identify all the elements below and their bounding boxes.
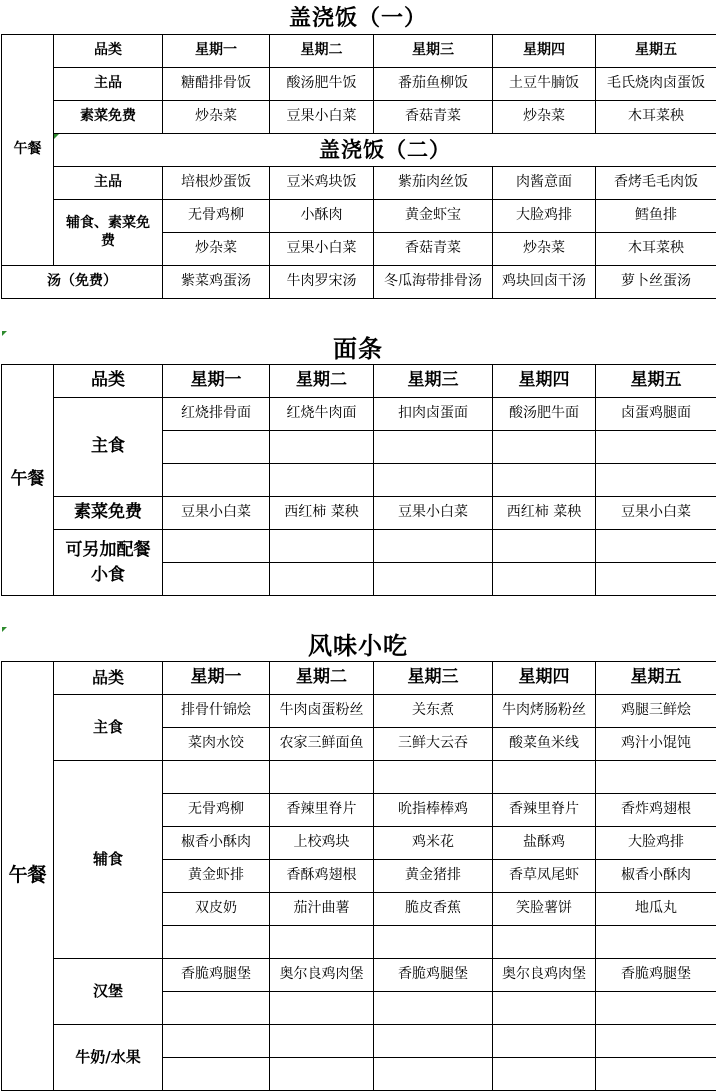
menu-cell: 牛肉烤肠粉丝: [493, 695, 596, 728]
category-header: 品类: [54, 365, 163, 398]
empty-cell: [374, 530, 493, 563]
menu-cell: 鸡汁小馄饨: [596, 728, 716, 761]
empty-cell: [163, 1058, 270, 1091]
empty-cell: [163, 431, 270, 464]
menu-cell: 香草凤尾虾: [493, 860, 596, 893]
row-label-main: 主品: [54, 167, 163, 200]
day-header-mon: 星期一: [163, 365, 270, 398]
menu-cell: 关东煮: [374, 695, 493, 728]
menu-cell: 西红柿 菜秧: [270, 497, 374, 530]
menu-cell: 炒杂菜: [163, 101, 270, 134]
menu-cell: 土豆牛腩饭: [493, 68, 596, 101]
empty-cell: [493, 431, 596, 464]
day-header-thu: 星期四: [493, 365, 596, 398]
menu-cell: 卤蛋鸡腿面: [596, 398, 716, 431]
empty-cell: [374, 431, 493, 464]
menu-cell: 木耳菜秧: [596, 101, 716, 134]
empty-cell: [596, 992, 716, 1025]
menu-cell: 双皮奶: [163, 893, 270, 926]
menu-cell: 鸡腿三鲜烩: [596, 695, 716, 728]
empty-cell: [374, 1058, 493, 1091]
noodles-menu-table: [1, 364, 716, 596]
menu-cell: 鸡米花: [374, 827, 493, 860]
menu-cell: 木耳菜秧: [596, 233, 716, 266]
empty-cell: [596, 563, 716, 596]
menu-cell: 香烤毛毛肉饭: [596, 167, 716, 200]
day-header-wed: 星期三: [374, 365, 493, 398]
day-header-tue: 星期二: [270, 662, 374, 695]
menu-cell: 香菇青菜: [374, 233, 493, 266]
menu-cell: 无骨鸡柳: [163, 794, 270, 827]
day-header-thu: 星期四: [493, 35, 596, 68]
day-header-thu: 星期四: [493, 662, 596, 695]
menu-cell: 豆果小白菜: [596, 497, 716, 530]
empty-cell: [163, 563, 270, 596]
menu-cell: 红烧牛肉面: [270, 398, 374, 431]
empty-cell: [493, 992, 596, 1025]
menu-cell: 椒香小酥肉: [163, 827, 270, 860]
menu-cell: 大脸鸡排: [596, 827, 716, 860]
menu-cell: 黄金虾排: [163, 860, 270, 893]
menu-cell: 香辣里脊片: [270, 794, 374, 827]
menu-cell: 紫茄肉丝饭: [374, 167, 493, 200]
menu-cell: 炒杂菜: [163, 233, 270, 266]
empty-cell: [493, 530, 596, 563]
empty-cell: [270, 1058, 374, 1091]
empty-cell: [163, 464, 270, 497]
menu-cell: 无骨鸡柳: [163, 200, 270, 233]
day-header-tue: 星期二: [270, 35, 374, 68]
menu-cell: 吮指棒棒鸡: [374, 794, 493, 827]
menu-cell: 鳕鱼排: [596, 200, 716, 233]
menu-cell: 炒杂菜: [493, 101, 596, 134]
menu-cell: 西红柿 菜秧: [493, 497, 596, 530]
menu-cell: 香酥鸡翅根: [270, 860, 374, 893]
row-label-milk-fruit: 牛奶/水果: [54, 1025, 163, 1091]
menu-cell: 肉酱意面: [493, 167, 596, 200]
menu-cell: 香菇青菜: [374, 101, 493, 134]
menu-cell: 鸡块回卤干汤: [493, 266, 596, 299]
row-label-staple: 主食: [54, 398, 163, 497]
empty-cell: [374, 464, 493, 497]
menu-cell: 香脆鸡腿堡: [374, 959, 493, 992]
empty-cell: [163, 992, 270, 1025]
empty-cell: [596, 926, 716, 959]
empty-cell: [493, 761, 596, 794]
empty-cell: [493, 926, 596, 959]
menu-cell: 豆果小白菜: [374, 497, 493, 530]
category-header: 品类: [54, 35, 163, 68]
menu-cell: 香辣里脊片: [493, 794, 596, 827]
cell-marker: [54, 134, 59, 139]
menu-cell: 奥尔良鸡肉堡: [493, 959, 596, 992]
menu-cell: 豆米鸡块饭: [270, 167, 374, 200]
menu-cell: 培根炒蛋饭: [163, 167, 270, 200]
menu-cell: 豆果小白菜: [270, 101, 374, 134]
empty-cell: [596, 1058, 716, 1091]
menu-cell: 豆果小白菜: [270, 233, 374, 266]
empty-cell: [493, 464, 596, 497]
menu-cell: 黄金虾宝: [374, 200, 493, 233]
empty-cell: [163, 761, 270, 794]
menu-cell: 盐酥鸡: [493, 827, 596, 860]
menu-cell: 大脸鸡排: [493, 200, 596, 233]
empty-cell: [596, 464, 716, 497]
empty-cell: [270, 761, 374, 794]
day-header-mon: 星期一: [163, 35, 270, 68]
empty-cell: [163, 1025, 270, 1058]
menu-cell: 三鲜大云吞: [374, 728, 493, 761]
day-header-tue: 星期二: [270, 365, 374, 398]
menu-cell: 酸汤肥牛饭: [270, 68, 374, 101]
empty-cell: [596, 761, 716, 794]
empty-cell: [374, 761, 493, 794]
menu-cell: 牛肉卤蛋粉丝: [270, 695, 374, 728]
menu-cell: 酸汤肥牛面: [493, 398, 596, 431]
empty-cell: [163, 926, 270, 959]
menu-cell: 地瓜丸: [596, 893, 716, 926]
menu-cell: 扣肉卤蛋面: [374, 398, 493, 431]
row-label-main: 主品: [54, 68, 163, 101]
empty-cell: [596, 530, 716, 563]
menu-cell: 萝卜丝蛋汤: [596, 266, 716, 299]
empty-cell: [163, 530, 270, 563]
meal-label-lunch: 午餐: [2, 365, 54, 596]
day-header-fri: 星期五: [596, 35, 716, 68]
row-label-staple: 主食: [54, 695, 163, 761]
menu-cell: 奥尔良鸡肉堡: [270, 959, 374, 992]
menu-cell: 炒杂菜: [493, 233, 596, 266]
menu-cell: 牛肉罗宋汤: [270, 266, 374, 299]
day-header-wed: 星期三: [374, 662, 493, 695]
menu-cell: 紫菜鸡蛋汤: [163, 266, 270, 299]
menu-cell: 番茄鱼柳饭: [374, 68, 493, 101]
empty-cell: [374, 992, 493, 1025]
category-header: 品类: [54, 662, 163, 695]
menu-cell: 排骨什锦烩: [163, 695, 270, 728]
menu-cell: 椒香小酥肉: [596, 860, 716, 893]
row-label-soup: 汤（免费）: [2, 266, 163, 299]
gaijiao-menu-table: [1, 34, 716, 299]
menu-cell: 糖醋排骨饭: [163, 68, 270, 101]
empty-cell: [596, 431, 716, 464]
menu-cell: 笑脸薯饼: [493, 893, 596, 926]
empty-cell: [270, 926, 374, 959]
meal-label-lunch: 午餐: [2, 35, 54, 266]
menu-cell: 小酥肉: [270, 200, 374, 233]
empty-cell: [374, 563, 493, 596]
meal-label-lunch: 午餐: [2, 662, 54, 1091]
empty-cell: [374, 926, 493, 959]
section-title-gaijiao-2: 盖浇饭（二）: [54, 134, 716, 167]
row-label-side: 辅食: [54, 761, 163, 959]
empty-cell: [270, 1025, 374, 1058]
day-header-fri: 星期五: [596, 365, 716, 398]
section-title-noodles: 面条: [0, 334, 716, 364]
row-label-extra-snacks: 可另加配餐小食: [54, 530, 163, 596]
menu-cell: 香脆鸡腿堡: [596, 959, 716, 992]
empty-cell: [270, 563, 374, 596]
row-label-free-veg: 素菜免费: [54, 101, 163, 134]
menu-cell: 香炸鸡翅根: [596, 794, 716, 827]
menu-cell: 脆皮香蕉: [374, 893, 493, 926]
menu-cell: 香脆鸡腿堡: [163, 959, 270, 992]
empty-cell: [270, 530, 374, 563]
empty-cell: [493, 1058, 596, 1091]
section-title-snacks: 风味小吃: [0, 630, 716, 661]
empty-cell: [596, 1025, 716, 1058]
menu-cell: 上校鸡块: [270, 827, 374, 860]
empty-cell: [493, 1025, 596, 1058]
empty-cell: [270, 464, 374, 497]
snacks-menu-table: [1, 661, 716, 1091]
menu-cell: 菜肉水饺: [163, 728, 270, 761]
menu-cell: 豆果小白菜: [163, 497, 270, 530]
day-header-fri: 星期五: [596, 662, 716, 695]
row-label-burger: 汉堡: [54, 959, 163, 1025]
row-label-side-veg: 辅食、素菜免费: [54, 200, 163, 266]
empty-cell: [270, 431, 374, 464]
day-header-mon: 星期一: [163, 662, 270, 695]
menu-cell: 黄金猪排: [374, 860, 493, 893]
row-label-free-veg: 素菜免费: [54, 497, 163, 530]
empty-cell: [270, 992, 374, 1025]
menu-cell: 冬瓜海带排骨汤: [374, 266, 493, 299]
menu-cell: 酸菜鱼米线: [493, 728, 596, 761]
menu-cell: 农家三鲜面鱼: [270, 728, 374, 761]
empty-cell: [374, 1025, 493, 1058]
menu-cell: 毛氏烧肉卤蛋饭: [596, 68, 716, 101]
section-title-gaijiao-1: 盖浇饭（一）: [0, 2, 716, 34]
empty-cell: [493, 563, 596, 596]
day-header-wed: 星期三: [374, 35, 493, 68]
menu-cell: 茄汁曲薯: [270, 893, 374, 926]
menu-cell: 红烧排骨面: [163, 398, 270, 431]
